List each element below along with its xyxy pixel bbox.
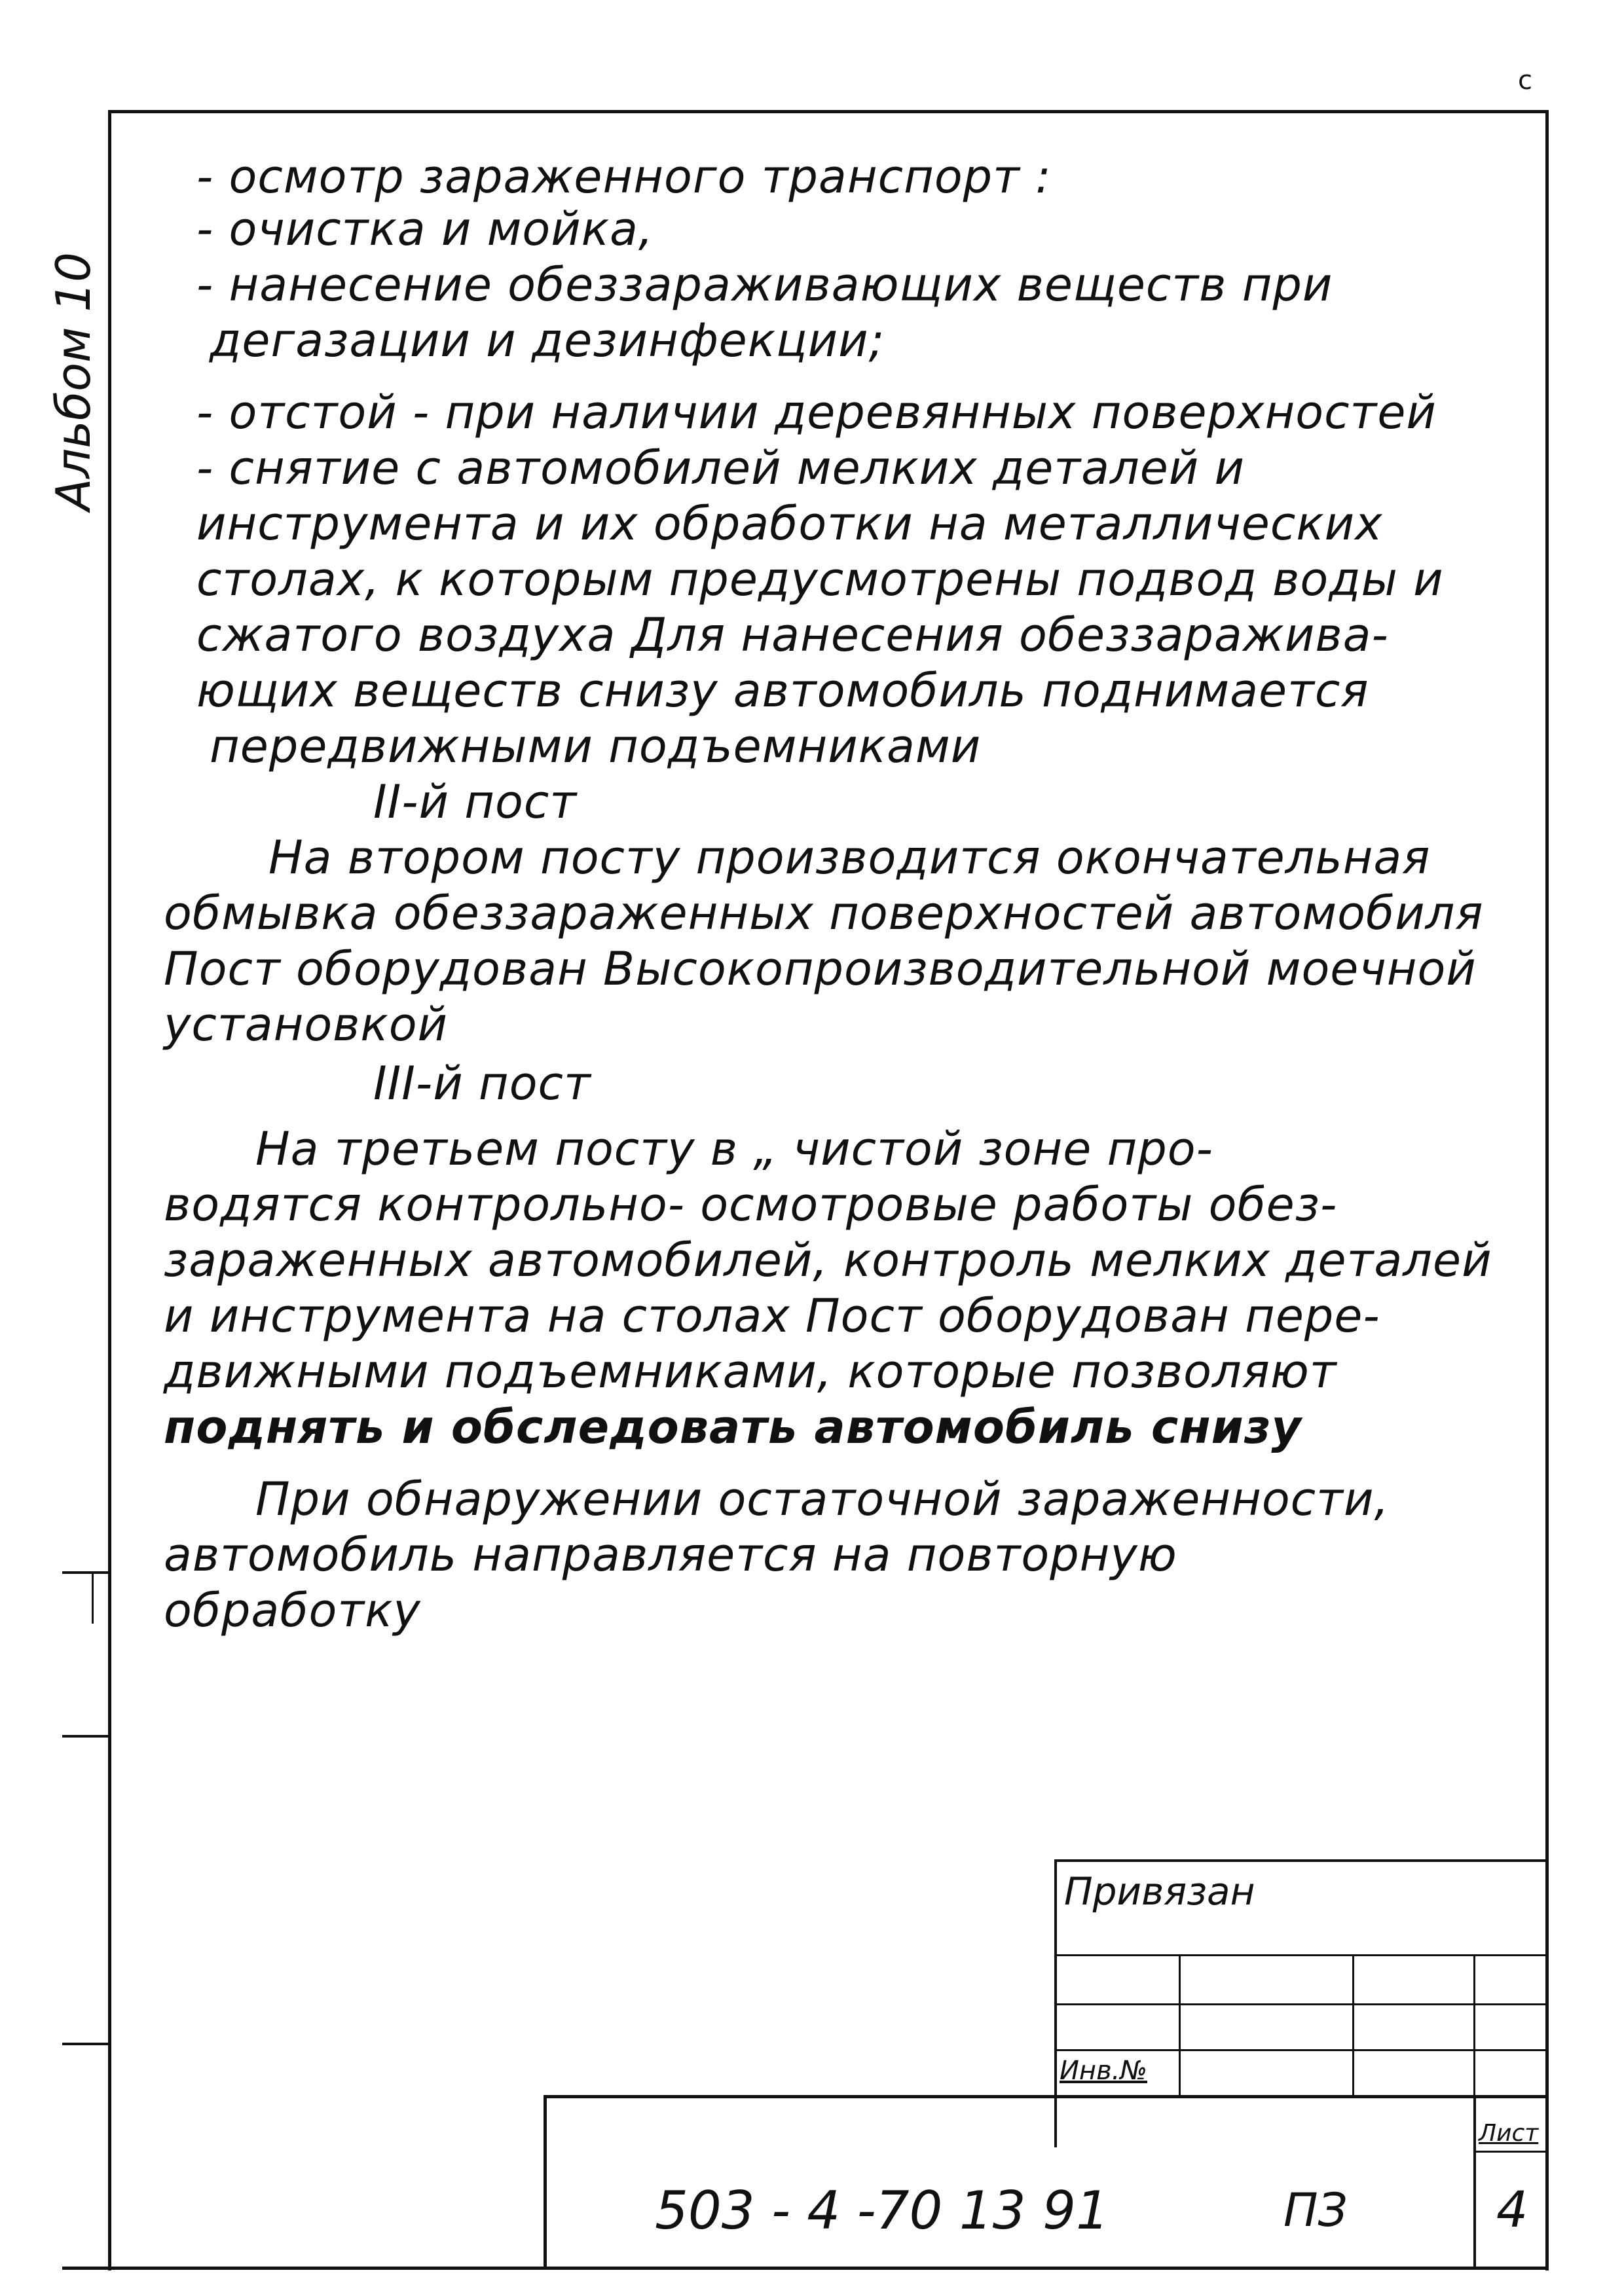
title-block-main-left	[544, 2095, 547, 2269]
inv-number-label: Инв.№	[1060, 2056, 1147, 2086]
body-line: зараженных автомобилей, контроль мелких деталей	[164, 1233, 1492, 1287]
body-line: На третьем посту в „ чистой зоне про-	[255, 1122, 1213, 1176]
body-line: сжатого воздуха Для нанесения обеззаражива-	[196, 608, 1389, 662]
corner-mark: с	[1518, 65, 1532, 96]
body-line: - отстой - при наличии деревянных поверхностей	[196, 386, 1437, 439]
body-line: При обнаружении остаточной зараженности,	[255, 1472, 1390, 1526]
title-block-sheet-row	[1473, 2151, 1545, 2153]
body-line: - снятие с автомобилей мелких деталей и	[196, 441, 1246, 495]
title-block-main-top	[544, 2095, 1545, 2098]
section-heading: III-й пост	[373, 1057, 591, 1110]
frame-left-border	[108, 110, 111, 2270]
body-line: инструмента и их обработки на металлических	[196, 497, 1383, 551]
margin-tick-vertical	[92, 1571, 94, 1624]
title-block-row-1	[1054, 1954, 1545, 1956]
title-block-row-3	[1054, 2049, 1545, 2051]
title-block-col-2	[1352, 1954, 1354, 2095]
frame-bottom-border	[62, 2267, 1549, 2270]
sheet-label: Лист	[1479, 2120, 1539, 2147]
sheet-number: 4	[1496, 2180, 1528, 2238]
album-side-label: Альбом 10	[46, 252, 101, 511]
body-line: и инструмента на столах Пост оборудован пере-	[164, 1289, 1380, 1343]
body-line: столах, к которым предусмотрены подвод воды и	[196, 553, 1444, 606]
title-block-top-border	[1054, 1859, 1545, 1862]
frame-right-border	[1545, 110, 1549, 2270]
section-code: ПЗ	[1283, 2183, 1348, 2237]
frame-top-border	[108, 110, 1549, 113]
margin-tick-1	[62, 1571, 111, 1574]
body-line: ющих веществ снизу автомобиль поднимается	[196, 664, 1369, 718]
body-line: автомобиль направляется на повторную	[164, 1528, 1177, 1582]
body-line: обработку	[164, 1584, 421, 1637]
body-line: - очистка и мойка,	[196, 202, 654, 256]
body-line: обмывка обеззараженных поверхностей автомобиля	[164, 886, 1484, 940]
body-line: - нанесение обеззараживающих веществ при	[196, 258, 1333, 312]
body-line: Пост оборудован Высокопроизводительной моечной	[164, 942, 1477, 996]
section-heading: II-й пост	[373, 775, 578, 829]
title-block-row-2	[1054, 2003, 1545, 2005]
body-line: дегазации и дезинфекции;	[210, 314, 885, 367]
body-line: движными подъемниками, которые позволяют	[164, 1345, 1337, 1398]
document-code: 503 - 4 -70 13 91	[655, 2180, 1109, 2241]
body-line: установкой	[164, 998, 449, 1051]
title-block-col-3	[1473, 1954, 1475, 2095]
body-line: На втором посту производится окончательная	[268, 831, 1431, 884]
body-line: поднять и обследовать автомобиль снизу	[164, 1400, 1302, 1454]
title-block-col-1	[1179, 1954, 1181, 2095]
body-line: - осмотр зараженного транспорт :	[196, 150, 1052, 204]
privyazan-label: Привязан	[1064, 1869, 1255, 1914]
body-line: передвижными подъемниками	[210, 720, 982, 773]
title-block-sheet-divider	[1473, 2095, 1476, 2269]
margin-tick-3	[62, 2043, 111, 2045]
margin-tick-2	[62, 1735, 111, 1738]
body-line: водятся контрольно- осмотровые работы обез-	[164, 1178, 1338, 1231]
